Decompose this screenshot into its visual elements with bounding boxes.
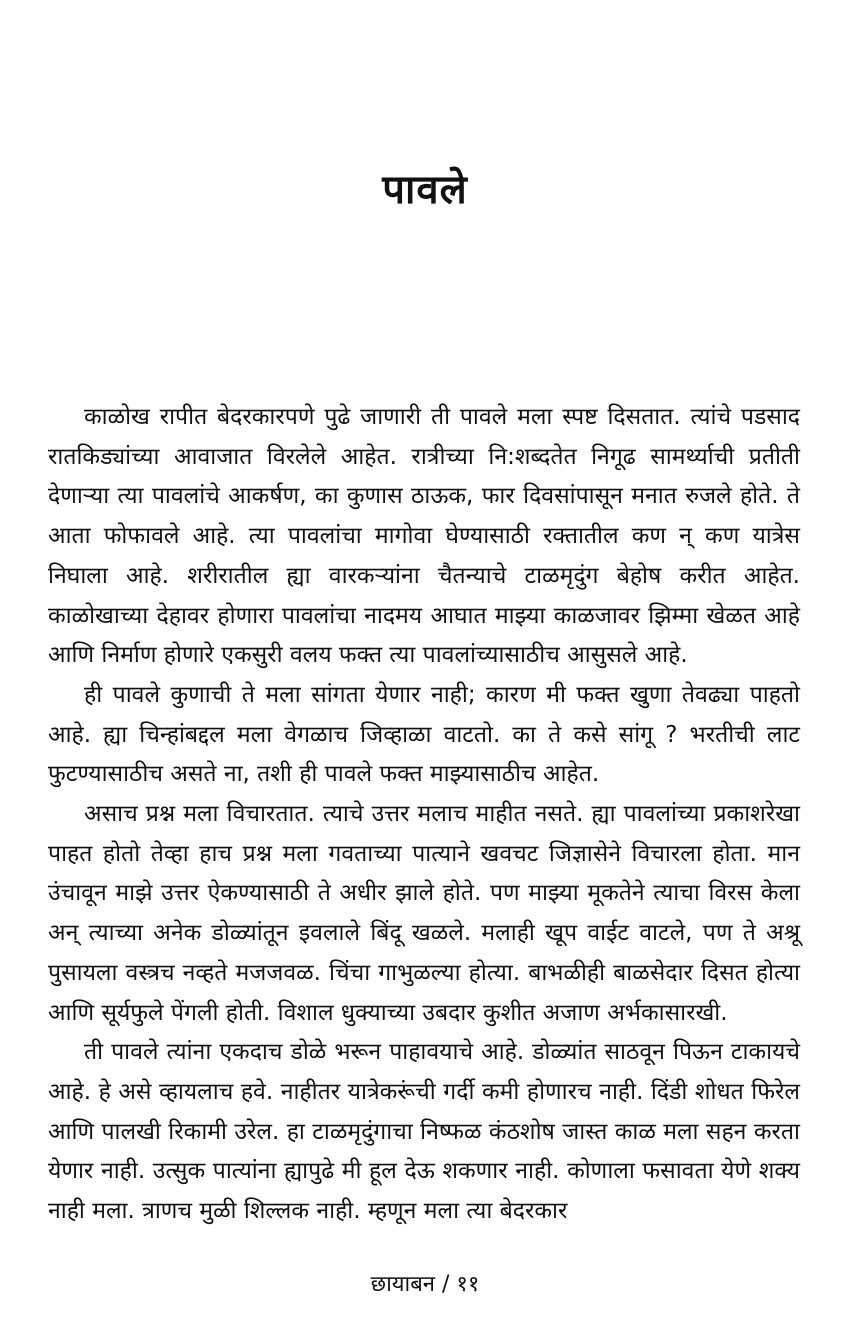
paragraph-3: असाच प्रश्न मला विचारतात. त्याचे उत्तर मलाच माहीत नसते. ह्या पावलांच्या प्रकाशरेखा पाहत होतो तेव्हा हाच प्रश्न मला गवताच्या पात्याने खवचट जिज्ञासेने विचारला होता. मान उंचावून माझे उत्तर ऐकण्यासाठी ते अधीर झाले होते. पण माझ्या मूकतेने त्याचा विरस केला अन् त्याच्या अनेक डोळ्यांतून इवलाले बिंदू खळले. मलाही खूप वाईट वाटले, पण ते अश्रू पुसायला वस्त्रच नव्हते मजजवळ. चिंचा गाभुळल्या होत्या. बाभळीही बाळसेदार दिसत होत्या आणि सूर्यफुले पेंगली होती. विशाल धुक्याच्या उबदार कुशीत अजाण अर्भकासारखी. (48, 801, 800, 1026)
body-text (48, 398, 800, 1232)
chapter-title: पावले (382, 167, 468, 213)
paragraph-1: काळोख रापीत बेदरकारपणे पुढे जाणारी ती पावले मला स्पष्ट दिसतात. त्यांचे पडसाद रातकिड्यांच्या आवाजात विरलेले आहेत. रात्रीच्या नि:शब्दतेत निगूढ सामर्थ्याची प्रतीती देणाऱ्या त्या पावलांचे आकर्षण, का कुणास ठाऊक, फार दिवसांपासून मनात रुजले होते. ते आता फोफावले आहे. त्या पावलांचा मागोवा घेण्यासाठी रक्तातील कण न् कण यात्रेस निघाला आहे. शरीरातील ह्या वारकऱ्यांना चैतन्याचे टाळमृदुंग बेहोष करीत आहेत. काळोखाच्या देहावर होणारा पावलांचा नादमय आघात माझ्या काळजावर झिम्मा खेळत आहे आणि निर्माण होणारे एकसुरी वलय फक्त त्या पावलांच्यासाठीच आसुसले आहे. (48, 404, 800, 669)
paragraph-2: ही पावले कुणाची ते मला सांगता येणार नाही; कारण मी फक्त खुणा तेवढ्या पाहतो आहे. ह्या चिन्हांबद्दल मला वेगळाच जिव्हाळा वाटतो. का ते कसे सांगू ? भरतीची लाट फुटण्यासाठीच असते ना, तशी ही पावले फक्त माझ्यासाठीच आहेत. (48, 681, 800, 788)
paragraph-4: ती पावले त्यांना एकदाच डोळे भरून पाहावयाचे आहे. डोळ्यांत साठवून पिऊन टाकायचे आहे. हे असे व्हायलाच हवे. नाहीतर यात्रेकरूंची गर्दी कमी होणारच नाही. दिंडी शोधत फिरेल आणि पालखी रिकामी उरेल. हा टाळमृदुंगाचा निष्फळ कंठशोष जास्त काळ मला सहन करता येणार नाही. उत्सुक पात्यांना ह्यापुढे मी हूल देऊ शकणार नाही. कोणाला फसावता येणे शक्य नाही मला. त्राणच मुळी शिल्लक नाही. म्हणून मला त्या बेदरकार (48, 1039, 800, 1225)
page-footer: छायाबन / ११ (370, 1272, 480, 1297)
